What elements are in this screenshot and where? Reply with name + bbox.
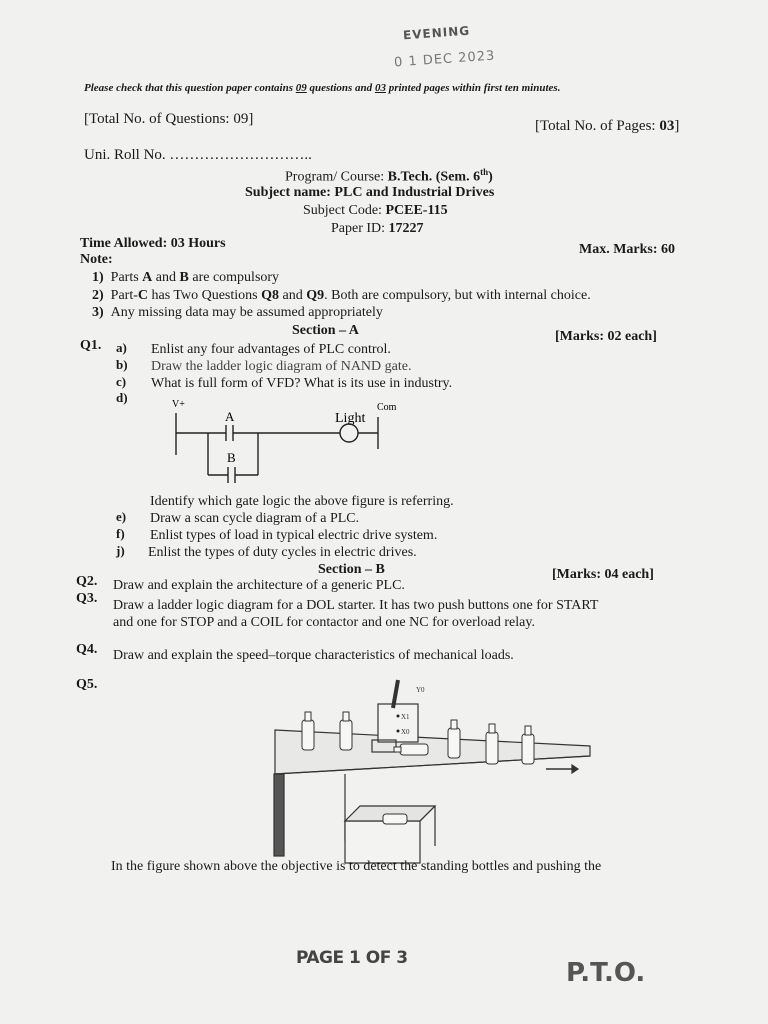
note-item-2: 2) Part-C has Two Questions Q8 and Q9. Both are compulsory, but with internal choice.: [92, 288, 591, 303]
q1d-label: d): [116, 390, 128, 405]
q4-text: Draw and explain the speed–torque characteristics of mechanical loads.: [113, 648, 514, 663]
roll-number: Uni. Roll No. ………………………..: [84, 147, 312, 163]
q1d-text: Identify which gate logic the above figure is referring.: [150, 494, 454, 509]
sensor-y0-label: Y0: [416, 686, 425, 694]
bottle: [522, 734, 534, 764]
table-leg-front: [274, 774, 284, 856]
q1c-text: What is full form of VFD? What is its use in industry.: [151, 376, 453, 391]
time-allowed: Time Allowed: 03 Hours: [80, 236, 226, 251]
q1e-label: e): [116, 509, 127, 524]
direction-arrow: [572, 765, 578, 773]
q1e-text: Draw a scan cycle diagram of a PLC.: [150, 511, 360, 526]
program-course: Program/ Course: B.Tech. (Sem. 6th): [285, 167, 493, 185]
q3-label: Q3.: [76, 591, 98, 606]
section-b-title: Section – B: [318, 562, 385, 577]
vplus-label: V+: [172, 399, 185, 410]
fallen-bottle: [400, 744, 428, 755]
contact-a-label: A: [225, 409, 235, 424]
session-stamp: EVENING: [402, 23, 471, 43]
q1j-label: j): [116, 543, 125, 558]
sensor-x1-label: X1: [401, 713, 410, 721]
conveyor-figure: [260, 676, 605, 866]
rejected-bottle: [383, 814, 407, 824]
paper-id: Paper ID: 17227: [331, 221, 424, 236]
q3-line1: Draw a ladder logic diagram for a DOL starter. It has two push buttons one for START: [113, 598, 599, 613]
q5-text: In the figure shown above the objective is to detect the standing bottles and pushing the: [111, 859, 602, 874]
note-title: Note:: [80, 252, 113, 267]
section-a-title: Section – A: [292, 323, 359, 338]
sensor-box: [378, 704, 418, 742]
q1a-text: Enlist any four advantages of PLC control.: [151, 342, 391, 357]
light-lamp: [340, 424, 358, 442]
conveyor-belt: [275, 730, 590, 774]
total-pages: [Total No. of Pages: 03]: [535, 118, 680, 134]
q1j-text: Enlist the types of duty cycles in electric drives.: [148, 545, 417, 560]
subject-name: Subject name: PLC and Industrial Drives: [245, 185, 495, 200]
check-note: Please check that this question paper contains 09 questions and 03 printed pages within first ten minutes.: [84, 82, 561, 94]
date-stamp: 0 1 DEC 2023: [393, 48, 496, 71]
q1a-label: a): [116, 340, 127, 355]
note-item-3: 3) Any missing data may be assumed appropriately: [92, 305, 383, 320]
q3-line2: and one for STOP and a COIL for contactor and one NC for overload relay.: [113, 615, 535, 630]
section-a-marks: [Marks: 02 each]: [555, 329, 657, 344]
page-number: PAGE 1 OF 3: [296, 948, 408, 968]
q5-label: Q5.: [76, 677, 98, 692]
bottle: [340, 720, 352, 750]
pto-mark: P.T.O.: [566, 958, 646, 988]
q1c-label: c): [116, 374, 127, 389]
total-questions: [Total No. of Questions: 09]: [84, 111, 254, 127]
q1-label: Q1.: [80, 338, 102, 353]
q4-label: Q4.: [76, 642, 98, 657]
light-label: Light: [335, 411, 366, 426]
note-item-1: 1) Parts A and B are compulsory: [92, 270, 280, 285]
q1f-text: Enlist types of load in typical electric drive system.: [150, 528, 438, 543]
subject-code: Subject Code: PCEE-115: [303, 203, 448, 218]
q1b-label: b): [116, 357, 128, 372]
bottle: [448, 728, 460, 758]
q2-text: Draw and explain the architecture of a generic PLC.: [113, 578, 405, 593]
bottle: [302, 720, 314, 750]
reject-bin: [345, 821, 420, 863]
max-marks: Max. Marks: 60: [579, 242, 676, 257]
bottle: [486, 732, 498, 764]
sensor-x0-label: X0: [401, 728, 410, 736]
section-b-marks: [Marks: 04 each]: [552, 567, 654, 582]
ladder-diagram: [150, 395, 410, 485]
contact-b-label: B: [227, 450, 236, 465]
q1b-text: Draw the ladder logic diagram of NAND gate.: [151, 359, 412, 374]
q2-label: Q2.: [76, 574, 98, 589]
q1f-label: f): [116, 526, 125, 541]
com-label: Com: [377, 402, 397, 413]
